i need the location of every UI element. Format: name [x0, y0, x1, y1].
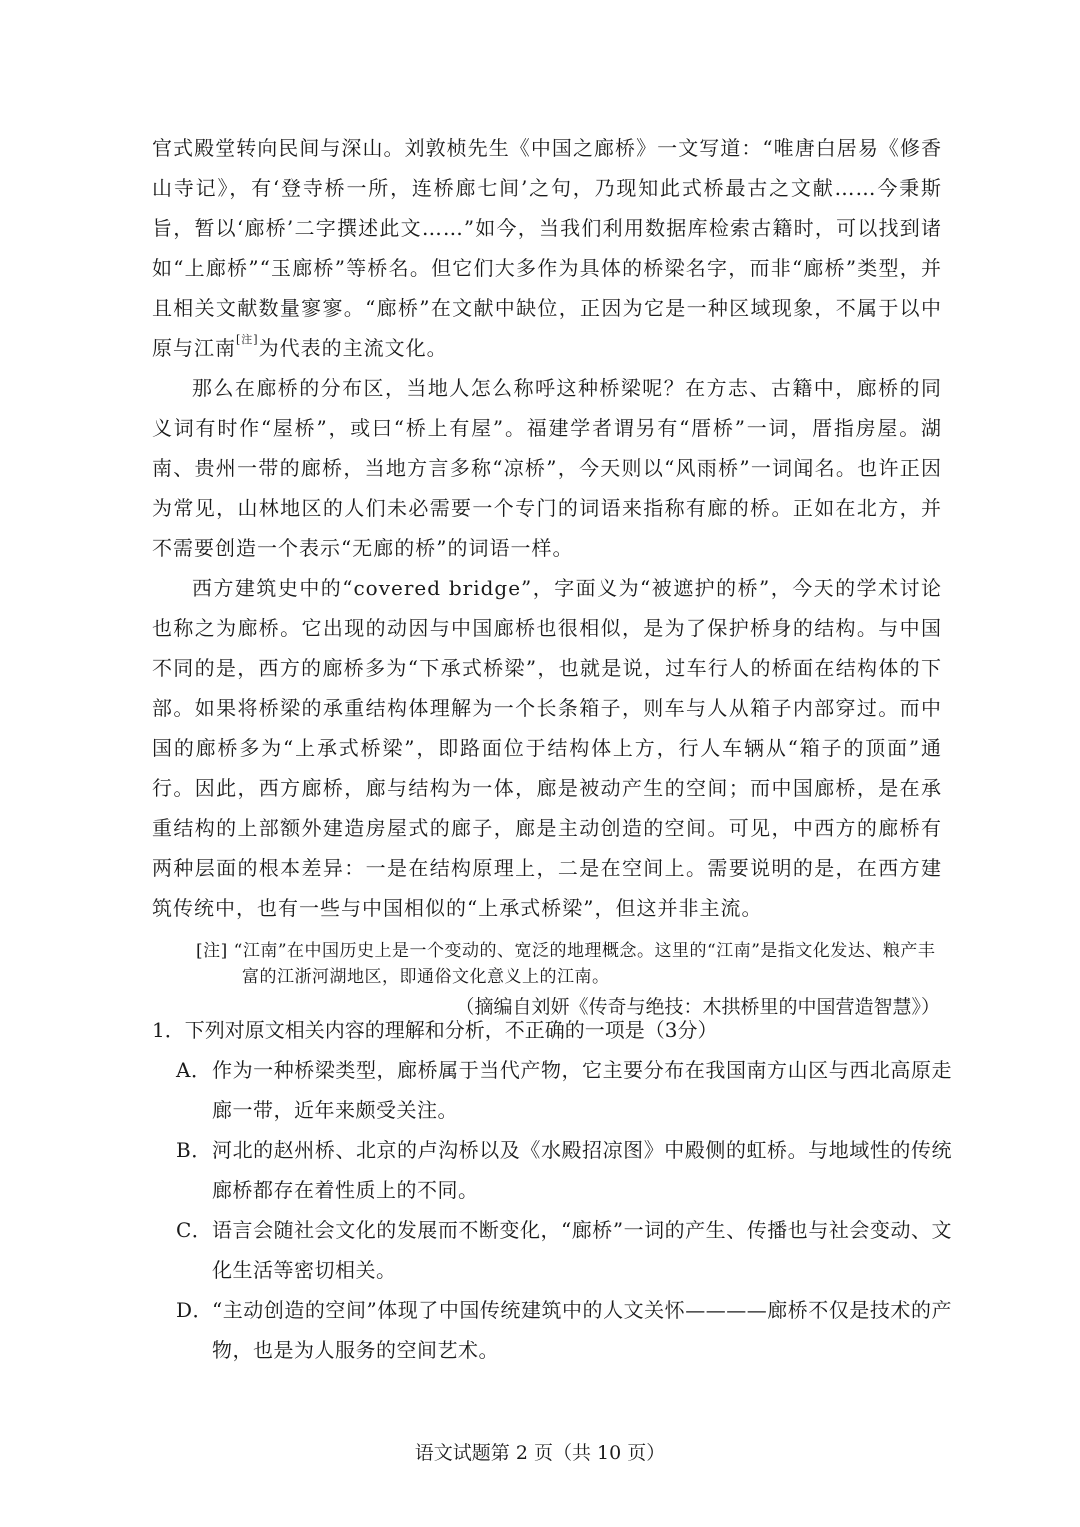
option-text: “主动创造的空间”体现了中国传统建筑中的人文关怀————廊桥不仅是技术的产物，也是为人服务的空间艺术。 — [212, 1298, 952, 1362]
option-c — [152, 1210, 952, 1290]
source-citation: （摘编自刘妍《传奇与绝技：木拱桥里的中国营造智慧》） — [455, 996, 940, 1018]
paragraph-1-text: 官式殿堂转向民间与深山。刘敦桢先生《中国之廊桥》一文写道：“唯唐白居易《修香山寺记》，有‘登寺桥一所，连桥廊七间’之句，乃现知此式桥最古之文献……今秉斯旨，暂以‘廊桥’二字撰述此文……”如今，当我们利用数据库检索古籍时，可以找到诸如“上廊桥”“玉廊桥”等桥名。但它们大多作为具体的桥梁名字，而非“廊桥”类型，并且相关文献数量寥寥。“廊桥”在文献中缺位，正因为它是一种区域现象，不属于以中原与江南 — [152, 136, 942, 360]
option-text: 河北的赵州桥、北京的卢沟桥以及《水殿招凉图》中殿侧的虹桥。与地域性的传统廊桥都存在着性质上的不同。 — [212, 1138, 952, 1202]
option-letter: C． — [176, 1218, 213, 1242]
passage-paragraph-3: 西方建筑史中的“covered bridge”，字面义为“被遮护的桥”，今天的学术讨论也称之为廊桥。它出现的动因与中国廊桥也很相似，是为了保护桥身的结构。与中国不同的是，西方的廊桥多为“下承式桥梁”，也就是说，过车行人的桥面在结构体的下部。如果将桥梁的承重结构体理解为一个长条箱子，则车与人从箱子内部穿过。而中国的廊桥多为“上承式桥梁”，即路面位于结构体上方，行人车辆从“箱子的顶面”通行。因此，西方廊桥，廊与结构为一体，廊是被动产生的空间；而中国廊桥，是在承重结构的上部额外建造房屋式的廊子，廊是主动创造的空间。可见，中西方的廊桥有两种层面的根本差异：一是在结构原理上，二是在空间上。需要说明的是，在西方建筑传统中，也有一些与中国相似的“上承式桥梁”，但这并非主流。 — [152, 576, 942, 920]
footnote: [注] “江南”在中国历史上是一个变动的、宽泛的地理概念。这里的“江南”是指文化发达、粮产丰富的江浙河湖地区，即通俗文化意义上的江南。 — [196, 941, 936, 987]
footnote-marker: [注] — [236, 333, 259, 346]
question-1 — [152, 1010, 952, 1370]
option-d — [152, 1290, 952, 1370]
option-letter: A． — [176, 1058, 212, 1082]
option-b — [152, 1130, 952, 1210]
option-text: 作为一种桥梁类型，廊桥属于当代产物，它主要分布在我国南方山区与西北高原走廊一带，近年来颇受关注。 — [212, 1058, 952, 1122]
passage-paragraph-1 — [152, 128, 942, 368]
option-text: 语言会随社会文化的发展而不断变化，“廊桥”一词的产生、传播也与社会变动、文化生活等密切相关。 — [212, 1218, 952, 1282]
option-letter: D． — [176, 1298, 214, 1322]
question-stem: 1．下列对原文相关内容的理解和分析，不正确的一项是（3分） — [152, 1018, 718, 1042]
passage-paragraph-2: 那么在廊桥的分布区，当地人怎么称呼这种桥梁呢？在方志、古籍中，廊桥的同义词有时作“屋桥”，或曰“桥上有屋”。福建学者谓另有“厝桥”一词，厝指房屋。湖南、贵州一带的廊桥，当地方言多称“凉桥”，今天则以“风雨桥”一词闻名。也许正因为常见，山林地区的人们未必需要一个专门的词语来指称有廊的桥。正如在北方，并不需要创造一个表示“无廊的桥”的词语一样。 — [152, 376, 942, 560]
option-a — [152, 1050, 952, 1130]
reading-passage — [152, 128, 942, 1022]
option-letter: B． — [176, 1138, 212, 1162]
page-footer: 语文试题第 2 页（共 10 页） — [414, 1442, 666, 1464]
paragraph-1-tail: 为代表的主流文化。 — [258, 336, 448, 360]
